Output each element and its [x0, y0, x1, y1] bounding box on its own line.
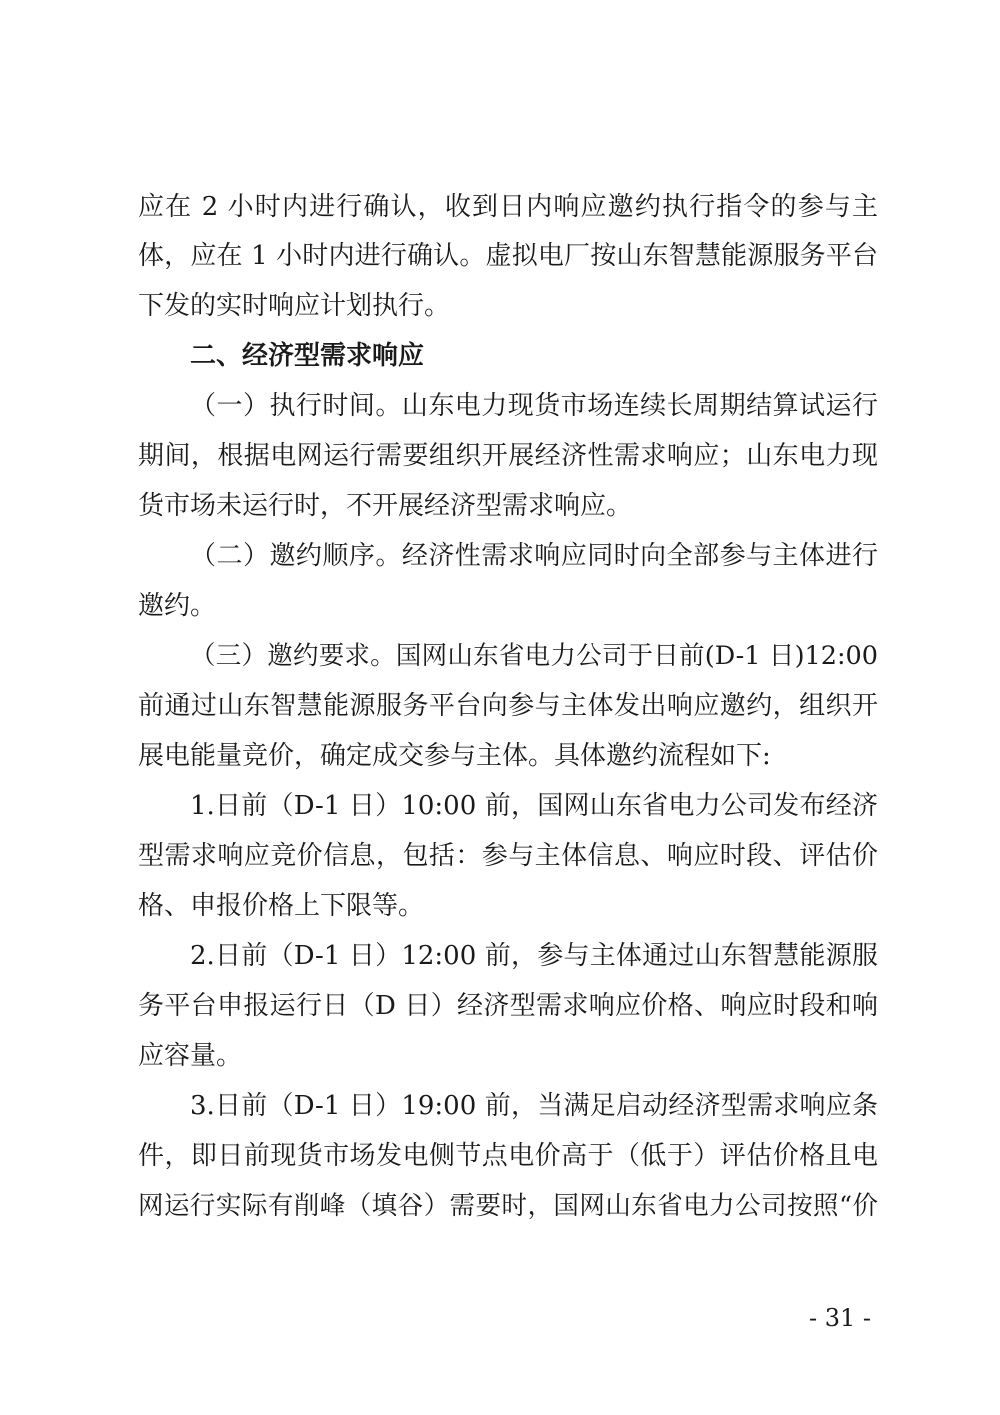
body-line: 前通过山东智慧能源服务平台向参与主体发出响应邀约，组织开 — [138, 691, 878, 721]
body-line: 件，即日前现货市场发电侧节点电价高于（低于）评估价格且电 — [138, 1141, 878, 1171]
body-line: 展电能量竞价，确定成交参与主体。具体邀约流程如下: — [138, 741, 771, 771]
body-line: 网运行实际有削峰（填谷）需要时，国网山东省电力公司按照“价 — [138, 1191, 878, 1221]
body-line: 邀约。 — [138, 591, 217, 621]
body-line: 期间，根据电网运行需要组织开展经济性需求响应；山东电力现 — [138, 441, 878, 471]
body-line: 下发的实时响应计划执行。 — [138, 291, 451, 321]
body-line: 1.日前（D-1 日）10:00 前，国网山东省电力公司发布经济 — [190, 791, 878, 821]
body-line: 格、申报价格上下限等。 — [138, 891, 425, 921]
body-line: 2.日前（D-1 日）12:00 前，参与主体通过山东智慧能源服 — [190, 941, 878, 971]
body-line: 务平台申报运行日（D 日）经济型需求响应价格、响应时段和响 — [138, 991, 878, 1021]
body-line: （三）邀约要求。国网山东省电力公司于日前(D-1 日)12:00 — [190, 641, 878, 671]
page-number: - 31 - — [808, 1304, 871, 1332]
body-line: 应容量。 — [138, 1041, 243, 1071]
body-line: 型需求响应竞价信息，包括：参与主体信息、响应时段、评估价 — [138, 841, 878, 871]
body-line: （一）执行时间。山东电力现货市场连续长周期结算试运行 — [190, 391, 878, 421]
body-line: 3.日前（D-1 日）19:00 前，当满足启动经济型需求响应条 — [190, 1091, 878, 1121]
body-line: 体，应在 1 小时内进行确认。虚拟电厂按山东智慧能源服务平台 — [138, 241, 878, 271]
section-heading: 二、经济型需求响应 — [190, 341, 425, 371]
body-line: （二）邀约顺序。经济性需求响应同时向全部参与主体进行 — [190, 541, 878, 571]
body-line: 货市场未运行时，不开展经济型需求响应。 — [138, 491, 633, 521]
body-line: 应在 2 小时内进行确认，收到日内响应邀约执行指令的参与主 — [138, 192, 878, 222]
